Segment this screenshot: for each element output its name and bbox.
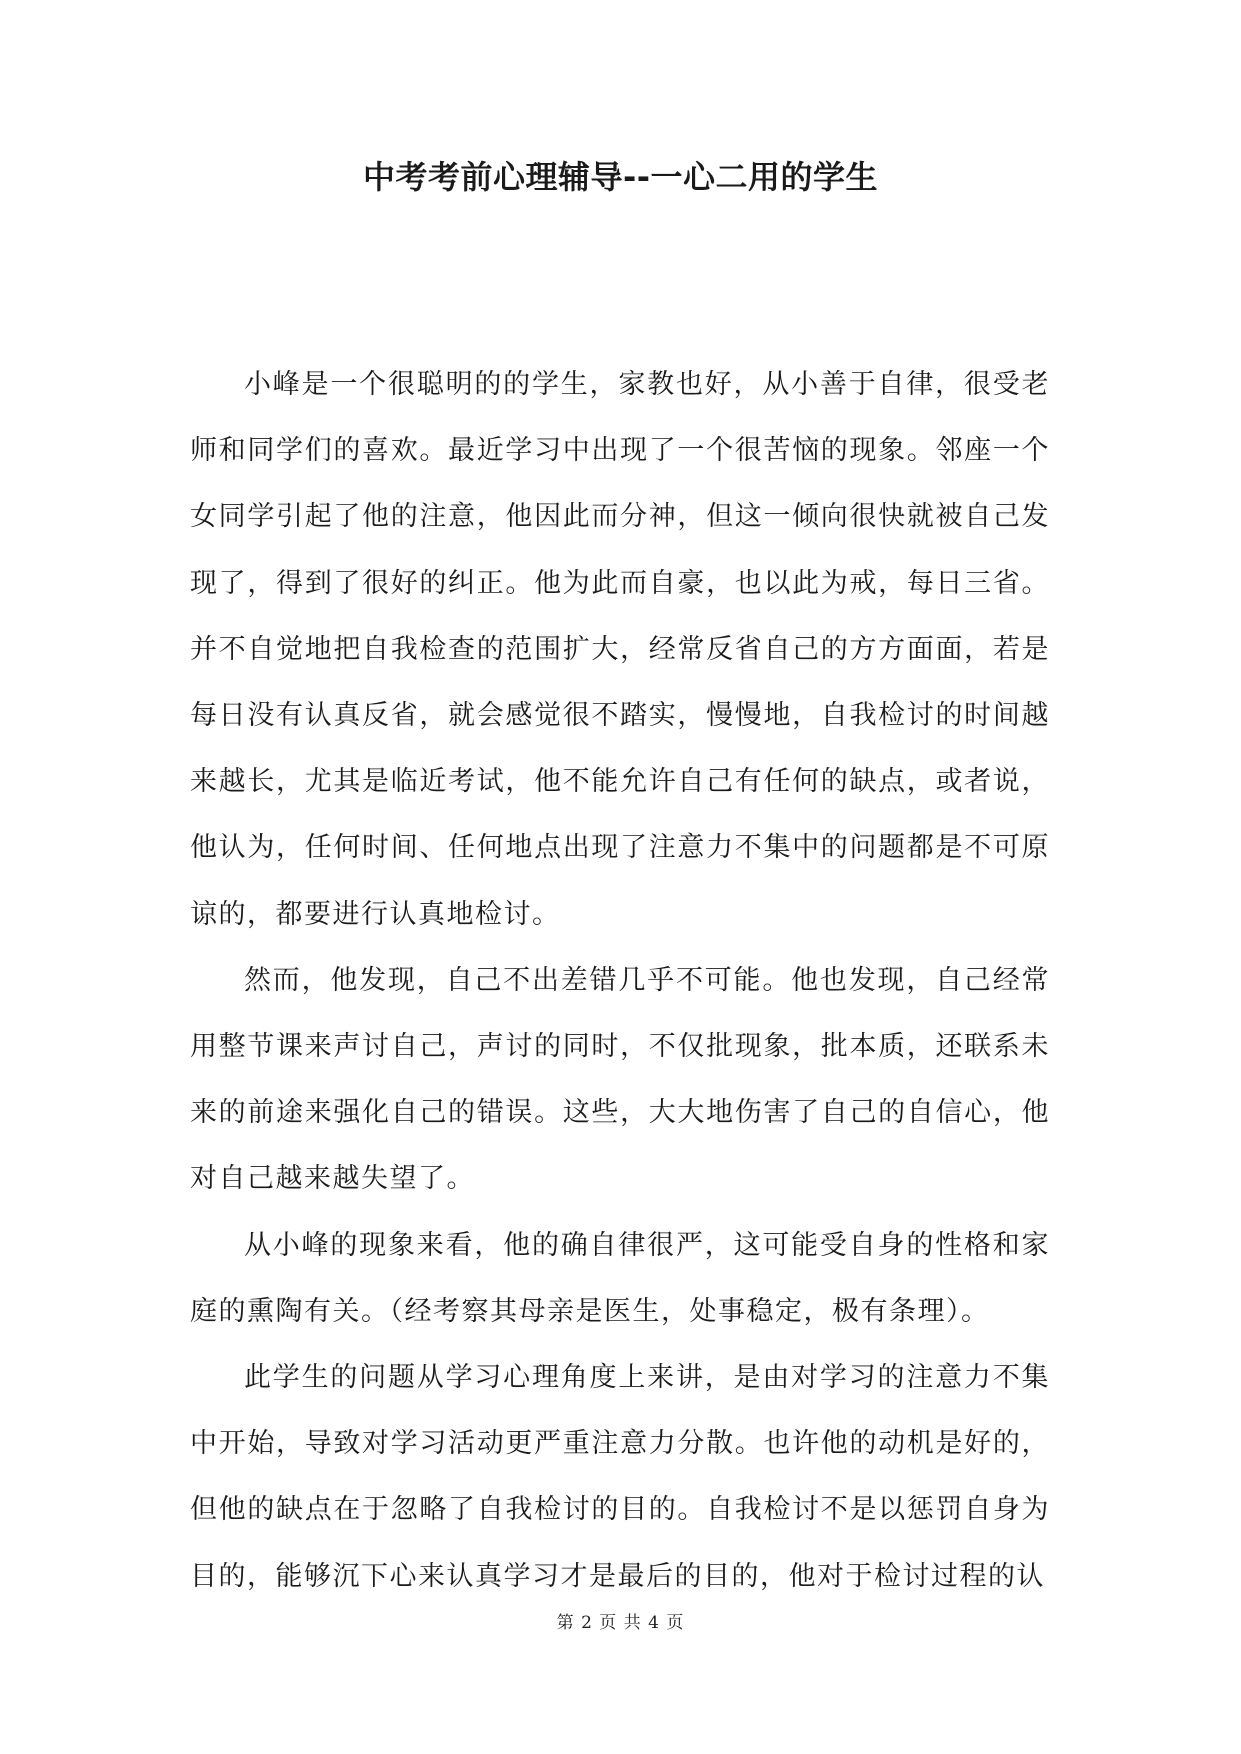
paragraph-2: 然而，他发现，自己不出差错几乎不可能。他也发现，自己经常用整节课来声讨自己，声讨的同时，不仅批现象，批本质，还联系未来的前途来强化自己的错误。这些，大大地伤害了自己的自信心，他对自己越来越失望了。 [190, 964, 1050, 1195]
document-body [190, 352, 1050, 1610]
page-number-footer: 第 2 页 共 4 页 [556, 1613, 685, 1633]
paragraph-1: 小峰是一个很聪明的的学生，家教也好，从小善于自律，很受老师和同学们的喜欢。最近学习中出现了一个很苦恼的现象。邻座一个女同学引起了他的注意，他因此而分神，但这一倾向很快就被自己发现了，得到了很好的纠正。他为此而自豪，也以此为戒，每日三省。并不自觉地把自我检查的范围扩大，经常反省自己的方方面面，若是每日没有认真反省，就会感觉很不踏实，慢慢地，自我检讨的时间越来越长，尤其是临近考试，他不能允许自己有任何的缺点，或者说，他认为，任何时间、任何地点出现了注意力不集中的问题都是不可原谅的，都要进行认真地检讨。 [190, 369, 1050, 930]
paragraph-4: 此学生的问题从学习心理角度上来讲，是由对学习的注意力不集中开始，导致对学习活动更严重注意力分散。也许他的动机是好的，但他的缺点在于忽略了自我检讨的目的。自我检讨不是以惩罚自身为目的，能够沉下心来认真学习才是最后的目的，他对于检讨过程的认 [190, 1362, 1050, 1592]
paragraph-3: 从小峰的现象来看，他的确自律很严，这可能受自身的性格和家庭的熏陶有关。（经考察其母亲是医生，处事稳定，极有条理）。 [190, 1229, 1050, 1327]
page-title: 中考考前心理辅导--一心二用的学生 [362, 158, 879, 196]
